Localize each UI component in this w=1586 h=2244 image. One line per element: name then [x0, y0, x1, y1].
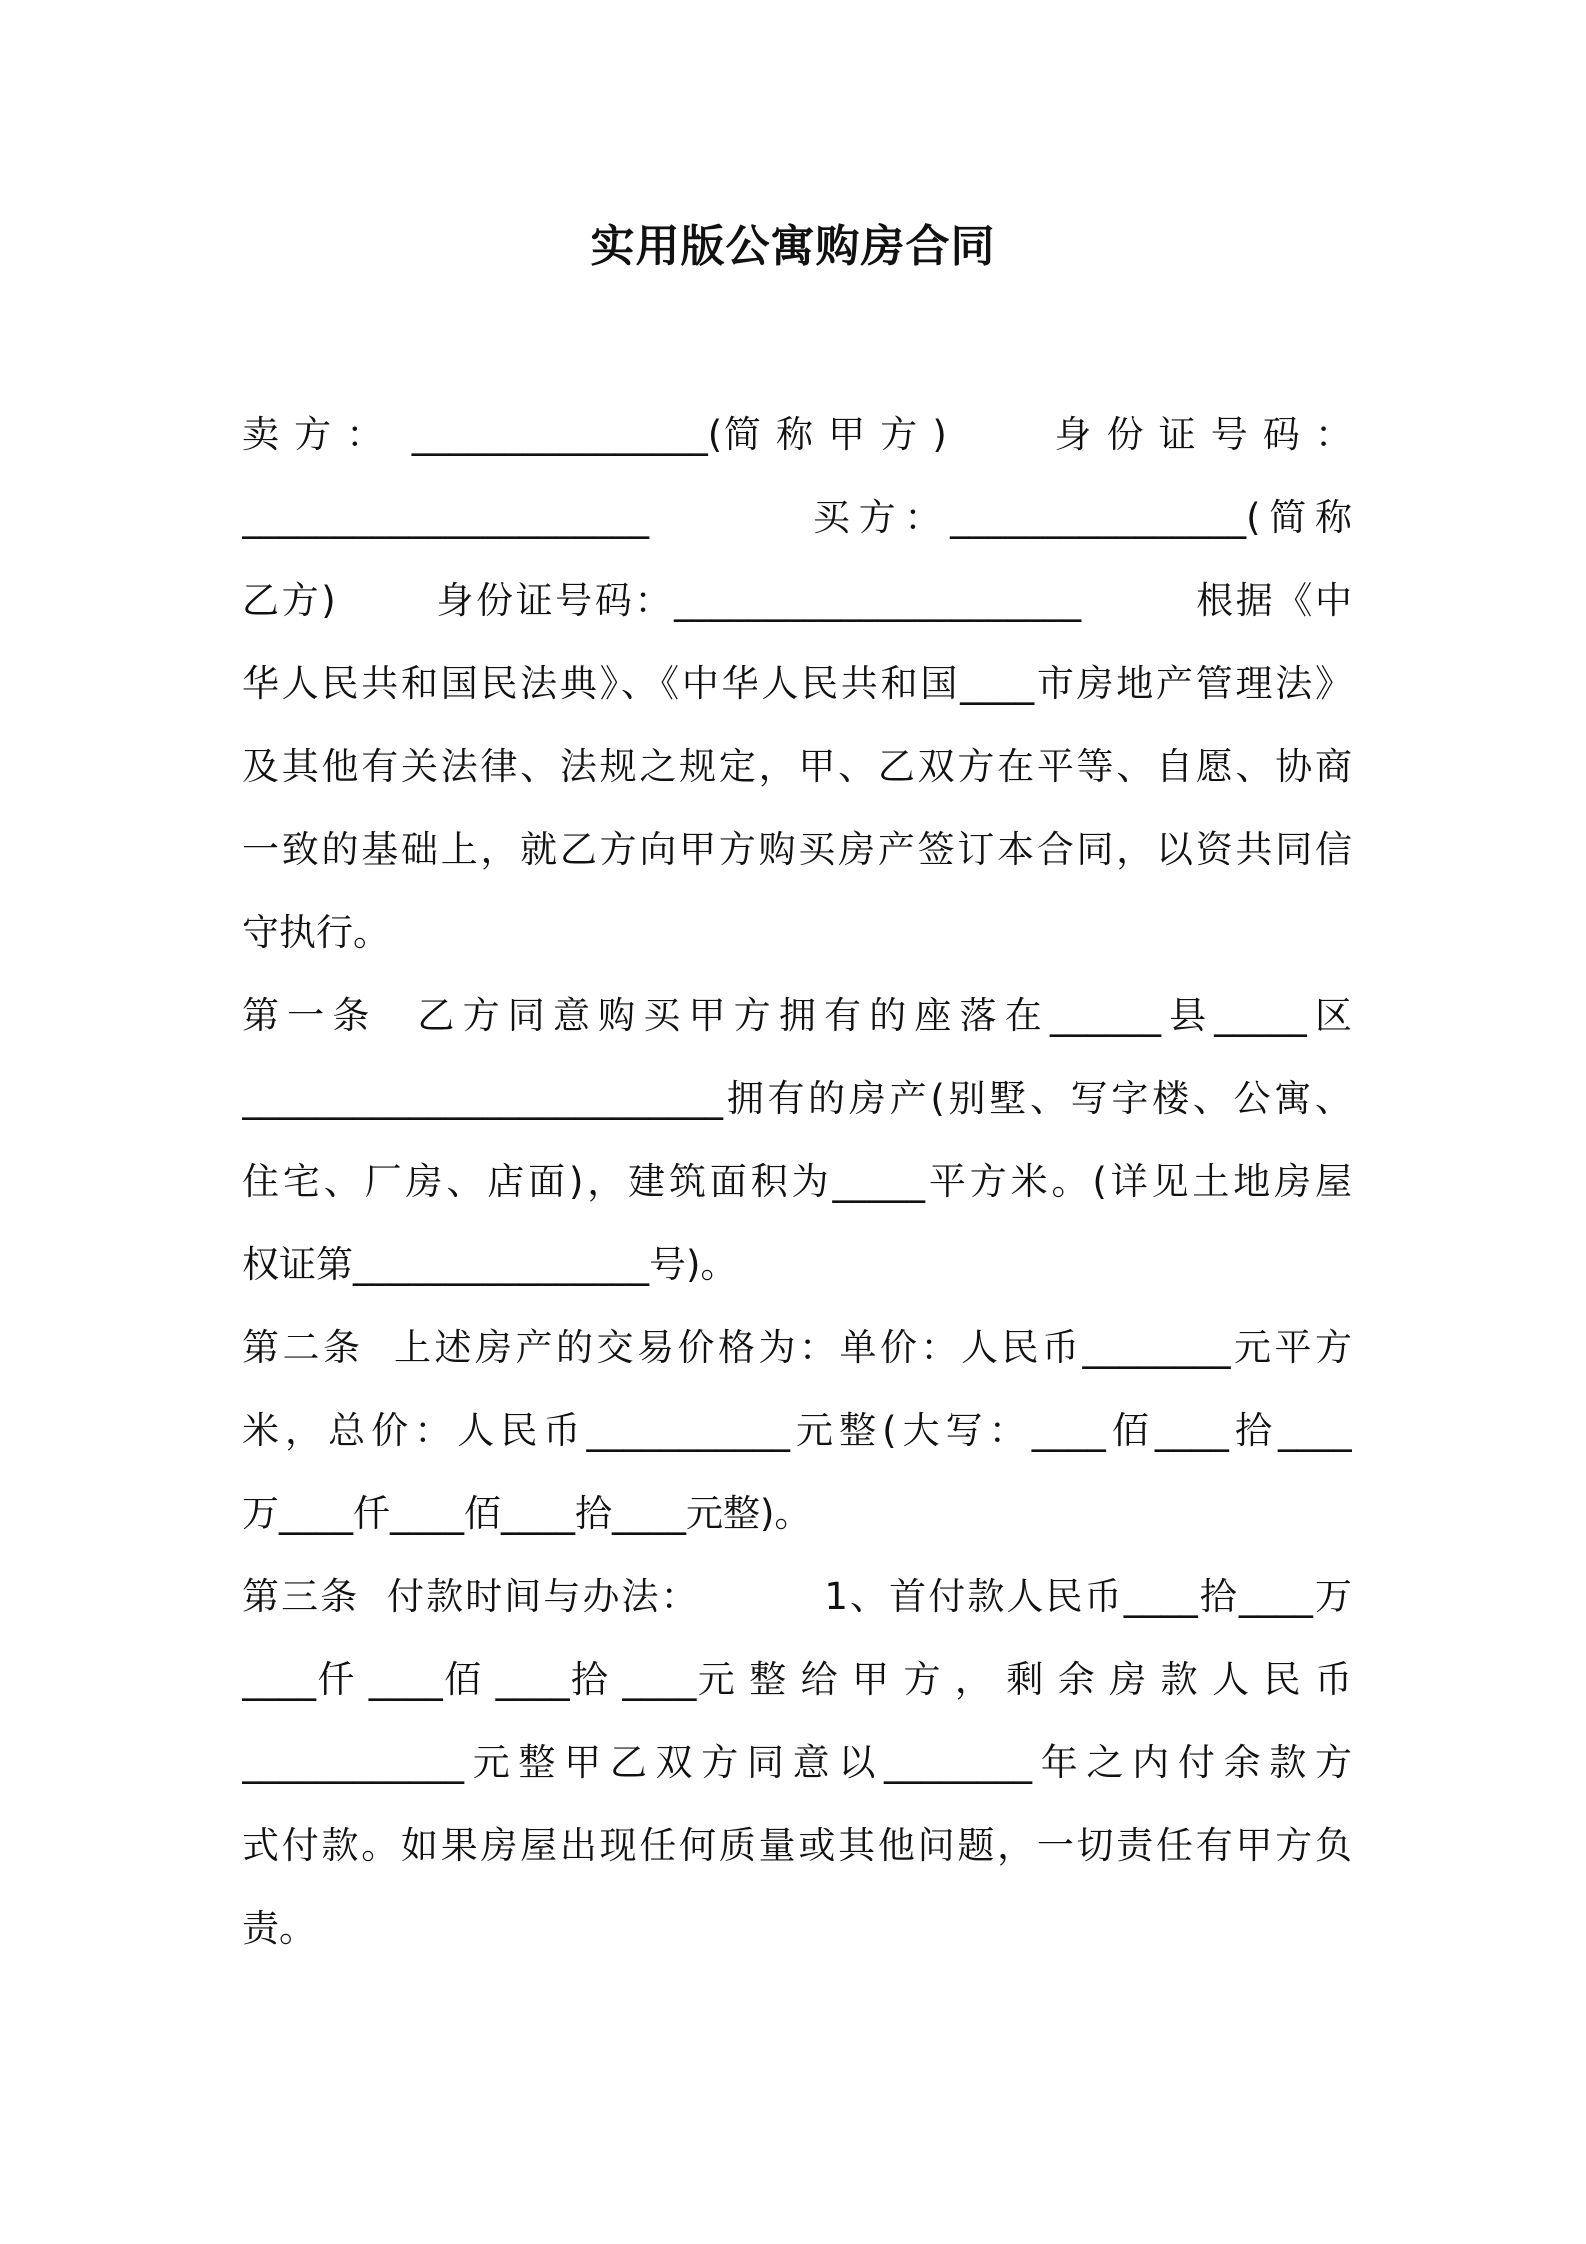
paragraph-line: 卖 方 ： ________________(简 称 甲 方 ) 身 份 证 号 码 ：: [242, 413, 1352, 456]
article-3-line: 式付款。如果房屋出现任何质量或其他问题，一切责任有甲方负: [242, 1824, 1352, 1867]
document-title: 实用版公寓购房合同: [590, 221, 996, 272]
article-1-line: __________________________拥有的房产(别墅、写字楼、公寓、: [242, 1077, 1352, 1120]
article-3-line: ____仟 ____佰 ____拾 ____元 整 给 甲 方 ， 剩 余 房 款 人 民 币: [242, 1658, 1352, 1701]
paragraph-line: 华人民共和国民法典》、《中华人民共和国____市房地产管理法》: [242, 662, 1352, 705]
article-2-line: 第二条 上述房产的交易价格为：单价：人民币________元平方: [242, 1326, 1352, 1369]
article-1-line: 住宅、厂房、店面)，建筑面积为_____平方米。(详见土地房屋: [242, 1160, 1352, 1203]
article-3-line: 责。: [242, 1907, 316, 1950]
article-2-line: 万____仟____佰____拾____元整)。: [242, 1492, 812, 1535]
paragraph-line: 一致的基础上，就乙方向甲方购买房产签订本合同，以资共同信: [242, 828, 1352, 871]
paragraph-line: 守执行。: [242, 911, 390, 954]
article-3-line: ____________元整甲乙双方同意以________年之内付余款方: [242, 1741, 1352, 1784]
paragraph-line: 乙方) 身份证号码：______________________ 根据《中: [242, 579, 1352, 622]
article-3-line: 第三条 付款时间与办法： 1、首付款人民币____拾____万: [242, 1575, 1352, 1618]
paragraph-line: 及其他有关法律、法规之规定，甲、乙双方在平等、自愿、协商: [242, 745, 1352, 788]
article-1-line: 第一条 乙方同意购买甲方拥有的座落在______县_____区: [242, 994, 1352, 1037]
article-1-line: 权证第________________号)。: [242, 1243, 738, 1286]
paragraph-line: ______________________ 买方：________________(简称: [242, 496, 1352, 539]
article-2-line: 米，总价：人民币___________元整(大写：____佰____拾____: [242, 1409, 1352, 1452]
